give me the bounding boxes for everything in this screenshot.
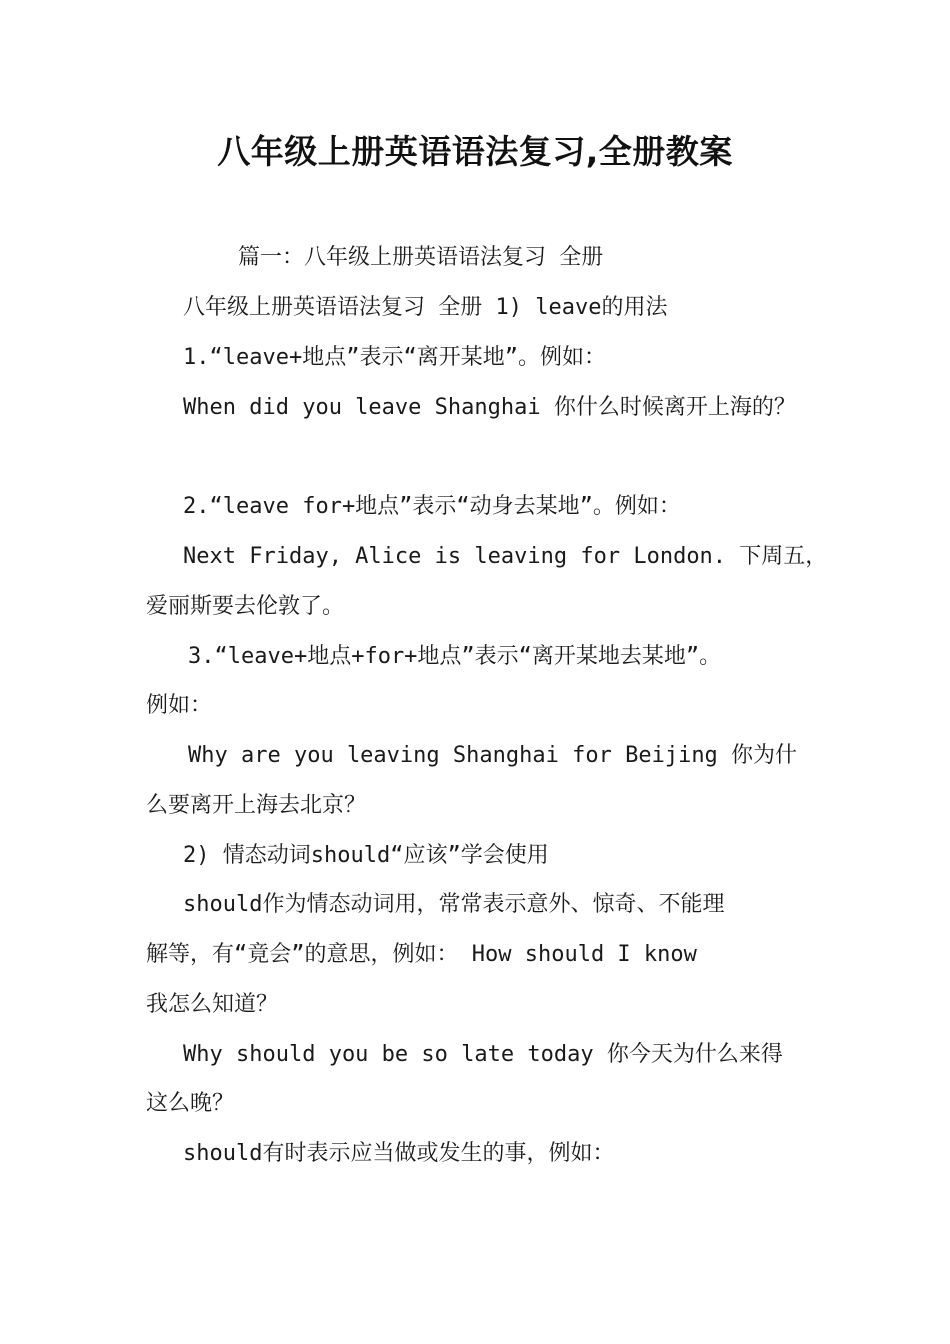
body-line: 八年级上册英语语法复习 全册 1) leave的用法: [183, 295, 668, 320]
body-line: 3.“leave+地点+for+地点”表示“离开某地去某地”。: [188, 644, 722, 669]
body-line: 2.“leave for+地点”表示“动身去某地”。例如：: [183, 494, 681, 519]
body-line: should有时表示应当做或发生的事，例如：: [183, 1141, 615, 1166]
body-line: Next Friday, Alice is leaving for London. 下周五，: [183, 544, 828, 569]
body-line: should作为情态动词用，常常表示意外、惊奇、不能理: [183, 892, 725, 917]
body-line: When did you leave Shanghai 你什么时候离开上海的？: [183, 395, 796, 420]
body-line: 爱丽斯要去伦敦了。: [146, 594, 345, 619]
body-line: Why are you leaving Shanghai for Beijing 你为什: [188, 743, 798, 768]
body-line: 例如：: [146, 693, 213, 718]
body-line: Why should you be so late today 你今天为什么来得: [183, 1042, 783, 1067]
body-line: 这么晚？: [146, 1091, 235, 1116]
section-heading: 篇一：八年级上册英语语法复习 全册: [238, 245, 604, 270]
body-line: 1.“leave+地点”表示“离开某地”。例如：: [183, 345, 606, 370]
body-line: 么要离开上海去北京？: [146, 793, 367, 818]
body-line: 我怎么知道？: [146, 992, 279, 1017]
body-line: 2) 情态动词should“应该”学会使用: [183, 843, 549, 868]
document-title: 八年级上册英语语法复习,全册教案: [217, 132, 733, 171]
body-line: 解等，有“竟会”的意思，例如： How should I know: [146, 942, 697, 967]
